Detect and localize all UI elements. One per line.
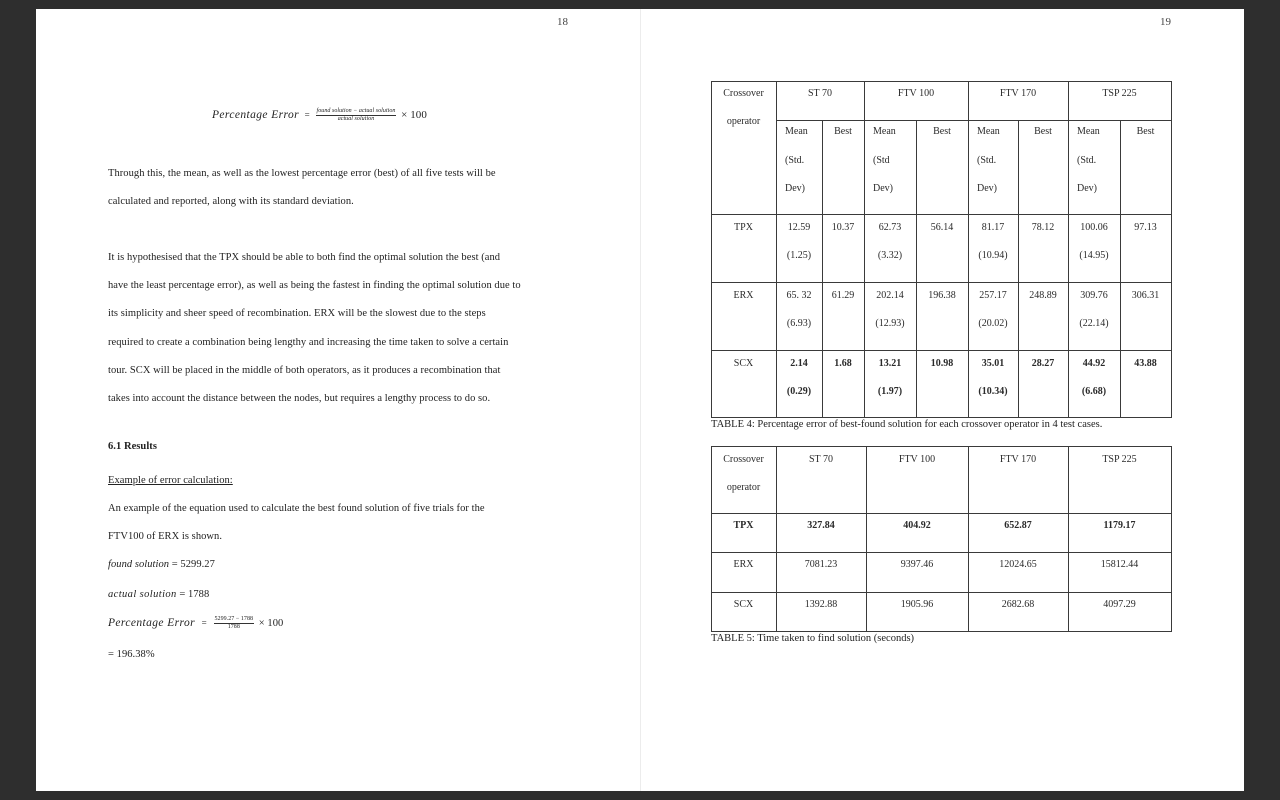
time-value: 404.92 <box>903 520 931 531</box>
std-value: (0.29) <box>786 386 812 397</box>
mean-value: 202.14 <box>876 290 904 301</box>
group-header: ST 70 <box>808 88 832 99</box>
page-number-left: 18 <box>557 16 568 28</box>
best-value: 97.13 <box>1134 222 1157 233</box>
paragraph-2-line-4: required to create a combination being lengthy and increasing the time taken to solve a certain <box>108 337 509 348</box>
time-value: 15812.44 <box>1100 559 1139 570</box>
example-pe-numerator: 5299.27 − 1788 <box>214 616 254 622</box>
paragraph-2-line-5: tour. SCX will be placed in the middle of both operators, as it produces a recombination that <box>108 365 501 376</box>
mean-value: 12.59 <box>787 222 811 233</box>
mean-value: 309.76 <box>1080 290 1108 301</box>
formula-lhs: Percentage Error <box>212 108 299 121</box>
column-header: TSP 225 <box>1102 454 1137 465</box>
best-value: 306.31 <box>1131 290 1160 301</box>
corner-header-line-2: operator <box>726 116 761 127</box>
mean-header: Mean <box>873 126 896 137</box>
actual-solution-line <box>108 589 209 600</box>
std-value: (12.93) <box>875 318 905 329</box>
example-pe-label: Percentage Error <box>108 616 195 629</box>
std-value: (1.25) <box>786 250 812 261</box>
best-value: 78.12 <box>1031 222 1055 233</box>
example-percentage-error-line <box>108 616 283 631</box>
best-value: 10.37 <box>831 222 855 233</box>
std-value: (1.97) <box>877 386 903 397</box>
corner-header-line-1: Crossover <box>723 88 764 99</box>
row-operator: SCX <box>733 358 754 369</box>
best-value: 43.88 <box>1134 358 1157 369</box>
time-value: 12024.65 <box>999 559 1037 570</box>
paragraph-3-line-1: An example of the equation used to calculate the best found solution of five trials for the <box>108 503 485 514</box>
time-value: 1905.96 <box>900 599 934 610</box>
mean-value: 257.17 <box>979 290 1007 301</box>
std-value: (6.68) <box>1081 386 1107 397</box>
mean-header: Mean <box>785 126 808 137</box>
time-value: 652.87 <box>1004 520 1032 531</box>
mean-value: 65. 32 <box>786 290 812 301</box>
percentage-error-formula <box>212 108 427 123</box>
corner-header-line-1: Crossover <box>723 454 764 465</box>
std-value: (3.32) <box>877 250 903 261</box>
corner-header-line-2: operator <box>726 482 761 493</box>
paragraph-1-line-2: calculated and reported, along with its standard deviation. <box>108 196 354 207</box>
row-operator: SCX <box>733 599 754 610</box>
formula-denominator: actual solution <box>337 116 375 122</box>
time-value: 1179.17 <box>1103 520 1136 531</box>
subheading-error-calculation: Example of error calculation: <box>108 475 233 486</box>
actual-solution-value: = 1788 <box>179 589 210 600</box>
mean-value: 81.17 <box>981 222 1005 233</box>
time-value: 9397.46 <box>900 559 934 570</box>
mean-value: 35.01 <box>981 358 1005 369</box>
best-header: Best <box>933 126 951 137</box>
row-operator: ERX <box>733 559 754 570</box>
std-header: (Std <box>873 155 890 166</box>
paragraph-2-line-2: have the least percentage error), as well as being the fastest in finding the optimal solution due to <box>108 280 521 291</box>
group-header: TSP 225 <box>1102 88 1137 99</box>
mean-value: 13.21 <box>878 358 902 369</box>
best-value: 196.38 <box>928 290 956 301</box>
mean-header: Mean <box>1077 126 1100 137</box>
table-4-caption: TABLE 4: Percentage error of best-found solution for each crossover operator in 4 test cases. <box>711 419 1103 430</box>
std-value: (10.94) <box>978 250 1008 261</box>
row-operator: TPX <box>734 222 753 233</box>
std-value: (10.34) <box>978 386 1008 397</box>
std-value: (20.02) <box>978 318 1008 329</box>
best-header: Best <box>1136 126 1155 137</box>
found-solution-label: found solution <box>108 559 170 570</box>
table-vertical-rule <box>1171 81 1172 418</box>
page-number-right: 19 <box>1160 16 1171 28</box>
column-header: FTV 170 <box>999 454 1037 465</box>
example-pe-multiplier: × 100 <box>258 617 284 629</box>
dev-header: Dev) <box>1077 183 1097 194</box>
time-value: 2682.68 <box>1001 599 1035 610</box>
row-operator: TPX <box>733 520 754 531</box>
section-heading-results: 6.1 Results <box>108 441 157 452</box>
example-result: = 196.38% <box>108 649 155 660</box>
std-value: (22.14) <box>1079 318 1109 329</box>
table-vertical-rule <box>1171 446 1172 632</box>
time-value: 327.84 <box>807 520 835 531</box>
mean-value: 44.92 <box>1082 358 1106 369</box>
std-header: (Std. <box>1077 155 1097 166</box>
group-header: FTV 170 <box>999 88 1037 99</box>
example-pe-equals: = <box>201 617 207 628</box>
time-value: 7081.23 <box>804 559 838 570</box>
example-pe-fraction <box>214 616 255 631</box>
row-operator: ERX <box>733 290 754 301</box>
best-header: Best <box>834 126 852 137</box>
std-header: (Std. <box>977 155 997 166</box>
page-divider <box>640 9 641 791</box>
best-value: 28.27 <box>1031 358 1055 369</box>
mean-header: Mean <box>977 126 1000 137</box>
formula-numerator: found solution − actual solution <box>316 108 396 114</box>
best-header: Best <box>1034 126 1052 137</box>
mean-value: 2.14 <box>790 358 808 369</box>
time-value: 4097.29 <box>1103 599 1136 610</box>
std-value: (14.95) <box>1079 250 1109 261</box>
dev-header: Dev) <box>785 183 805 194</box>
best-value: 10.98 <box>930 358 954 369</box>
best-value: 1.68 <box>834 358 852 369</box>
formula-multiplier: × 100 <box>401 108 427 121</box>
group-header: FTV 100 <box>897 88 935 99</box>
mean-value: 100.06 <box>1080 222 1108 233</box>
mean-value: 62.73 <box>878 222 902 233</box>
formula-fraction <box>316 108 397 123</box>
std-value: (6.93) <box>786 318 812 329</box>
formula-equals: = <box>304 109 310 120</box>
paragraph-2-line-6: takes into account the distance between the nodes, but requires a lengthy process to do so. <box>108 393 491 404</box>
std-header: (Std. <box>785 155 805 166</box>
paragraph-1-line-1: Through this, the mean, as well as the lowest percentage error (best) of all five tests will be <box>108 168 496 179</box>
paragraph-3-line-2: FTV100 of ERX is shown. <box>108 531 223 542</box>
dev-header: Dev) <box>977 183 997 194</box>
time-value: 1392.88 <box>804 599 838 610</box>
table-5-caption: TABLE 5: Time taken to find solution (seconds) <box>711 633 915 644</box>
paragraph-2-line-3: its simplicity and sheer speed of recombination. ERX will be the slowest due to the steps <box>108 308 486 319</box>
example-pe-denominator: 1788 <box>227 624 240 630</box>
actual-solution-label: actual solution <box>108 589 177 600</box>
paragraph-2-line-1: It is hypothesised that the TPX should be able to both find the optimal solution the best (and <box>108 252 501 263</box>
found-solution-value: = 5299.27 <box>171 559 215 570</box>
dev-header: Dev) <box>873 183 893 194</box>
column-header: ST 70 <box>809 454 833 465</box>
best-value: 61.29 <box>831 290 855 301</box>
column-header: FTV 100 <box>898 454 936 465</box>
best-value: 56.14 <box>930 222 954 233</box>
found-solution-line <box>108 559 215 570</box>
best-value: 248.89 <box>1029 290 1057 301</box>
